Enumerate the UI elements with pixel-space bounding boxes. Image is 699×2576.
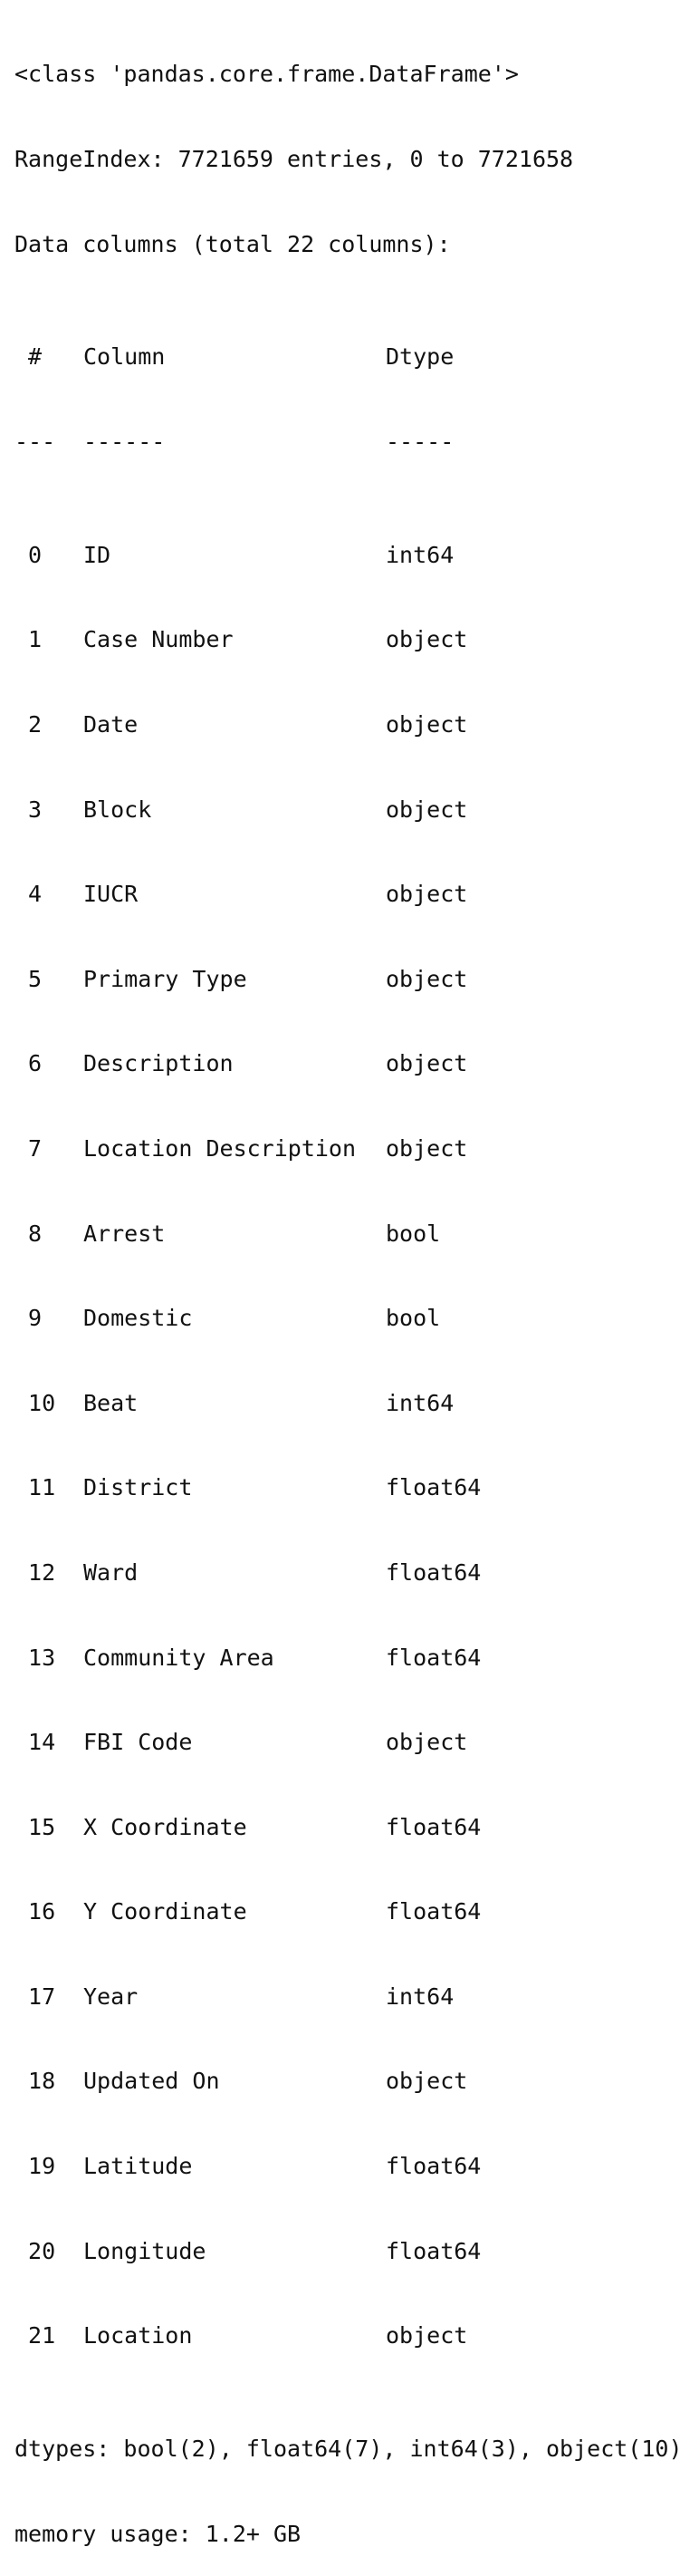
row-index: 6 bbox=[14, 1050, 43, 1077]
table-row bbox=[14, 1897, 694, 1925]
table-row bbox=[14, 1049, 694, 1077]
row-column-name: Description bbox=[83, 1050, 234, 1077]
row-index: 9 bbox=[14, 1305, 43, 1332]
row-index: 1 bbox=[14, 626, 43, 653]
table-row bbox=[14, 625, 694, 653]
row-index: 13 bbox=[14, 1644, 56, 1671]
row-dtype: int64 bbox=[386, 1983, 455, 2010]
row-column-name: Location Description bbox=[83, 1134, 357, 1162]
header-index: # bbox=[14, 343, 43, 371]
row-dtype: object bbox=[386, 796, 468, 823]
row-index: 10 bbox=[14, 1389, 56, 1416]
row-dtype: float64 bbox=[386, 2153, 482, 2180]
table-row bbox=[14, 1728, 694, 1756]
row-column-name: Beat bbox=[83, 1389, 139, 1416]
row-index: 7 bbox=[14, 1134, 43, 1162]
table-row bbox=[14, 2067, 694, 2095]
row-index: 11 bbox=[14, 1474, 56, 1501]
table-row bbox=[14, 1304, 694, 1332]
row-dtype: object bbox=[386, 2322, 468, 2349]
row-column-name: Y Coordinate bbox=[83, 1898, 247, 1925]
table-row bbox=[14, 1558, 694, 1587]
row-column-name: Domestic bbox=[83, 1305, 193, 1332]
row-index: 16 bbox=[14, 1898, 56, 1925]
table-row bbox=[14, 1813, 694, 1841]
table-header-row bbox=[14, 343, 694, 371]
row-index: 14 bbox=[14, 1729, 56, 1756]
separator-dtype: ----- bbox=[386, 428, 455, 455]
row-column-name: Community Area bbox=[83, 1644, 274, 1671]
row-column-name: Latitude bbox=[83, 2153, 193, 2180]
row-dtype: object bbox=[386, 710, 468, 738]
separator-column: ------ bbox=[83, 428, 166, 455]
row-column-name: Ward bbox=[83, 1558, 139, 1586]
separator-index: --- bbox=[14, 428, 56, 455]
row-dtype: float64 bbox=[386, 1898, 482, 1925]
row-index: 5 bbox=[14, 965, 43, 992]
row-column-name: Date bbox=[83, 710, 139, 738]
class-line: <class 'pandas.core.frame.DataFrame'> bbox=[14, 61, 519, 88]
row-index: 19 bbox=[14, 2153, 56, 2180]
row-dtype: object bbox=[386, 626, 468, 653]
row-dtype: object bbox=[386, 1050, 468, 1077]
row-column-name: Updated On bbox=[83, 2068, 220, 2095]
row-column-name: ID bbox=[83, 541, 111, 568]
row-column-name: FBI Code bbox=[83, 1729, 193, 1756]
row-dtype: object bbox=[386, 881, 468, 908]
table-row bbox=[14, 880, 694, 908]
row-column-name: Year bbox=[83, 1983, 139, 2010]
row-dtype: object bbox=[386, 965, 468, 992]
row-dtype: float64 bbox=[386, 1644, 482, 1671]
row-dtype: object bbox=[386, 2068, 468, 2095]
table-row bbox=[14, 2321, 694, 2349]
memory-usage: memory usage: 1.2+ GB bbox=[14, 2520, 302, 2547]
table-row bbox=[14, 541, 694, 569]
range-index-line: RangeIndex: 7721659 entries, 0 to 7721658 bbox=[14, 146, 574, 172]
row-dtype: object bbox=[386, 1134, 468, 1162]
row-index: 12 bbox=[14, 1558, 56, 1586]
row-dtype: float64 bbox=[386, 1813, 482, 1840]
row-column-name: Arrest bbox=[83, 1220, 166, 1247]
row-dtype: bool bbox=[386, 1220, 441, 1247]
data-columns-line: Data columns (total 22 columns): bbox=[14, 230, 451, 257]
table-row bbox=[14, 710, 694, 738]
row-dtype: float64 bbox=[386, 1558, 482, 1586]
row-column-name: Location bbox=[83, 2322, 193, 2349]
row-index: 2 bbox=[14, 710, 43, 738]
row-dtype: bool bbox=[386, 1305, 441, 1332]
row-index: 0 bbox=[14, 541, 43, 568]
table-row bbox=[14, 2152, 694, 2180]
table-row bbox=[14, 1644, 694, 1672]
row-column-name: Longitude bbox=[83, 2237, 206, 2264]
table-row bbox=[14, 965, 694, 993]
table-row bbox=[14, 1134, 694, 1163]
row-dtype: object bbox=[386, 1729, 468, 1756]
row-column-name: IUCR bbox=[83, 881, 139, 908]
header-dtype: Dtype bbox=[386, 343, 455, 371]
row-index: 8 bbox=[14, 1220, 43, 1247]
header-column: Column bbox=[83, 343, 166, 371]
dtypes-summary: dtypes: bool(2), float64(7), int64(3), object(10) bbox=[14, 2436, 683, 2463]
row-dtype: int64 bbox=[386, 541, 455, 568]
table-row bbox=[14, 2237, 694, 2265]
row-index: 3 bbox=[14, 796, 43, 823]
table-row bbox=[14, 1389, 694, 1417]
row-dtype: float64 bbox=[386, 2237, 482, 2264]
table-row bbox=[14, 1983, 694, 2011]
row-index: 18 bbox=[14, 2068, 56, 2095]
dataframe-info-output bbox=[14, 4, 694, 2576]
row-index: 20 bbox=[14, 2237, 56, 2264]
row-index: 17 bbox=[14, 1983, 56, 2010]
table-row bbox=[14, 1473, 694, 1501]
table-row bbox=[14, 1220, 694, 1248]
row-column-name: Primary Type bbox=[83, 965, 247, 992]
row-column-name: X Coordinate bbox=[83, 1813, 247, 1840]
row-index: 21 bbox=[14, 2322, 56, 2349]
table-row bbox=[14, 796, 694, 824]
row-column-name: District bbox=[83, 1474, 193, 1501]
row-index: 15 bbox=[14, 1813, 56, 1840]
row-dtype: float64 bbox=[386, 1474, 482, 1501]
row-index: 4 bbox=[14, 881, 43, 908]
row-dtype: int64 bbox=[386, 1389, 455, 1416]
table-separator-row bbox=[14, 428, 694, 456]
row-column-name: Block bbox=[83, 796, 152, 823]
row-column-name: Case Number bbox=[83, 626, 234, 653]
